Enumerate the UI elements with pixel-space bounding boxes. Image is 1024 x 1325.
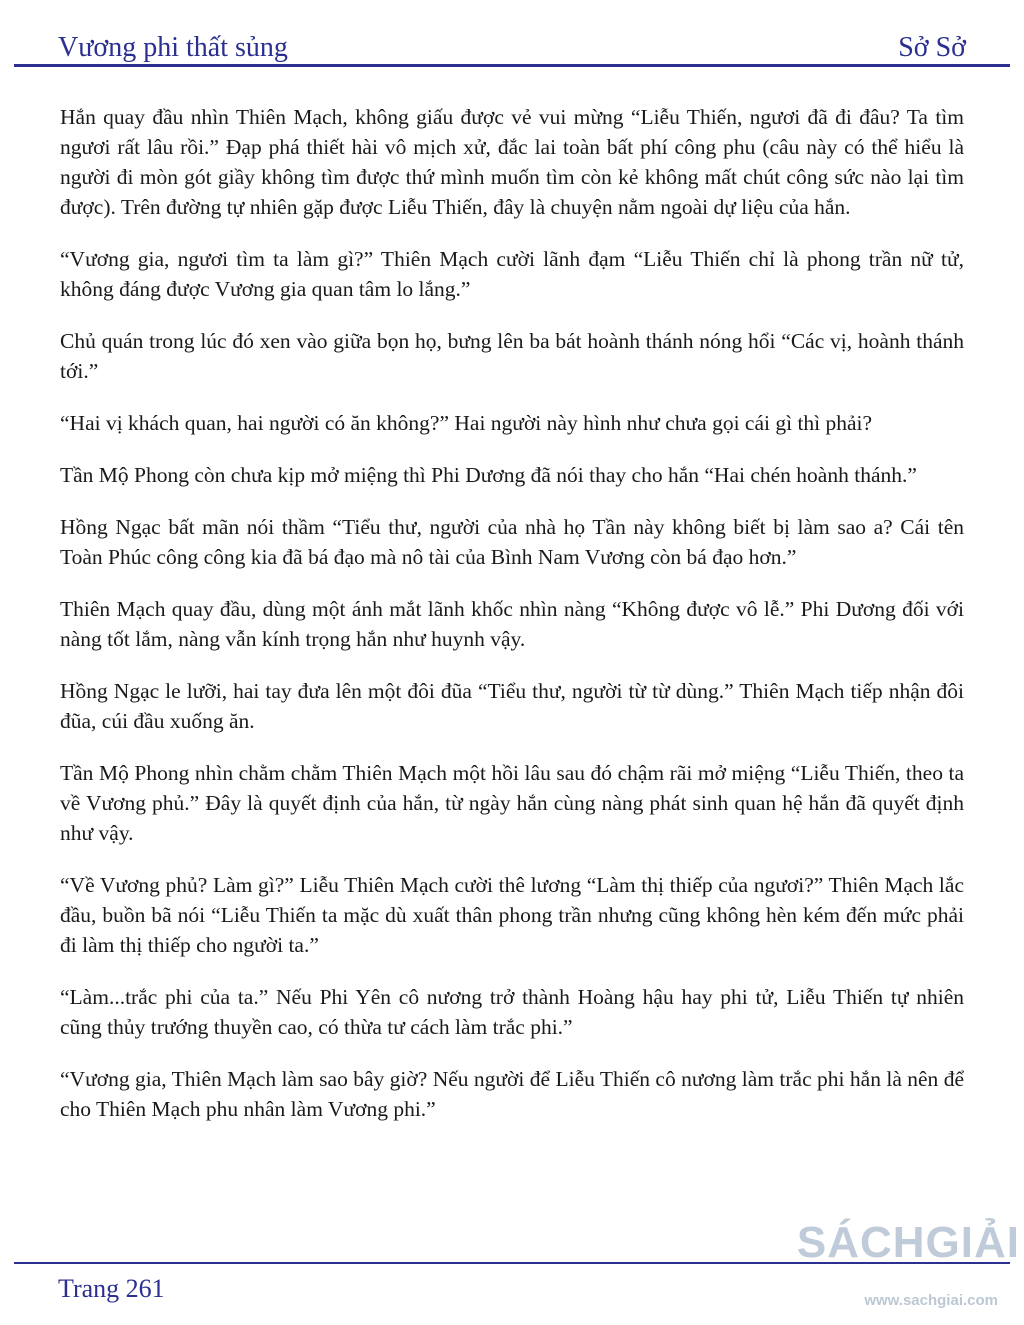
watermark-brand: SÁCHGIẢI [796,1218,1020,1267]
paragraph: Hắn quay đầu nhìn Thiên Mạch, không giấu được vẻ vui mừng “Liễu Thiến, ngươi đã đi đâu? Ta tìm ngươi rất lâu rồi.” Đạp phá thiết hài vô mịch xử, đắc lai toàn bất phí công phu (câu này có thể hiểu là người đi mòn gót giầy không tìm được thứ mình muốn tìm còn kẻ không mất chút công sức nào lại tìm được). Trên đường tự nhiên gặp được Liễu Thiến, đây là chuyện nằm ngoài dự liệu của hắn. [60,105,964,219]
header-divider [14,64,1010,67]
paragraph: Chủ quán trong lúc đó xen vào giữa bọn họ, bưng lên ba bát hoành thánh nóng hổi “Các vị, hoành thánh tới.” [60,329,964,383]
paragraph: “Làm...trắc phi của ta.” Nếu Phi Yên cô nương trở thành Hoàng hậu hay phi tử, Liễu Thiến tự nhiên cũng thủy trướng thuyền cao, có thừa tư cách làm trắc phi.” [60,985,964,1039]
paragraph: “Về Vương phủ? Làm gì?” Liễu Thiên Mạch cười thê lương “Làm thị thiếp của ngươi?” Thiên Mạch lắc đầu, buồn bã nói “Liễu Thiến ta mặc dù xuất thân phong trần nhưng cũng không hèn kém đến mức phải đi làm thị thiếp cho người ta.” [60,873,964,957]
paragraph: Tần Mộ Phong còn chưa kịp mở miệng thì Phi Dương đã nói thay cho hắn “Hai chén hoành thánh.” [60,463,917,487]
paragraph: Thiên Mạch quay đầu, dùng một ánh mắt lãnh khốc nhìn nàng “Không được vô lễ.” Phi Dương đối với nàng tốt lắm, nàng vẫn kính trọng hắn như huynh vậy. [60,597,964,651]
page-number: Trang 261 [58,1274,165,1303]
paragraph: “Hai vị khách quan, hai người có ăn không?” Hai người này hình như chưa gọi cái gì thì phải? [60,411,873,435]
chapter-body [60,102,964,1146]
book-title: Vương phi thất sủng [58,32,288,63]
paragraph: “Vương gia, Thiên Mạch làm sao bây giờ? Nếu người để Liễu Thiến cô nương làm trắc phi hắn là nên để cho Thiên Mạch phu nhân làm Vương phi.” [60,1067,964,1121]
paragraph: Hồng Ngạc le lưỡi, hai tay đưa lên một đôi đũa “Tiểu thư, người từ từ dùng.” Thiên Mạch tiếp nhận đôi đũa, cúi đầu xuống ăn. [60,679,964,733]
paragraph: Hồng Ngạc bất mãn nói thầm “Tiểu thư, người của nhà họ Tần này không biết bị làm sao a? Cái tên Toàn Phúc công công kia đã bá đạo mà nô tài của Bình Nam Vương còn bá đạo hơn.” [60,515,964,569]
watermark-url: www.sachgiai.com [864,1292,998,1309]
author-name: Sở Sở [898,32,966,63]
page-header [58,24,966,64]
paragraph: “Vương gia, ngươi tìm ta làm gì?” Thiên Mạch cười lãnh đạm “Liễu Thiến chỉ là phong trần nữ tử, không đáng được Vương gia quan tâm lo lắng.” [60,247,964,301]
paragraph: Tần Mộ Phong nhìn chằm chằm Thiên Mạch một hồi lâu sau đó chậm rãi mở miệng “Liễu Thiến, theo ta về Vương phủ.” Đây là quyết định của hắn, từ ngày hắn cùng nàng phát sinh quan hệ hắn đã quyết định như vậy. [60,761,964,845]
sachgiai-watermark-logo [796,1218,1020,1318]
